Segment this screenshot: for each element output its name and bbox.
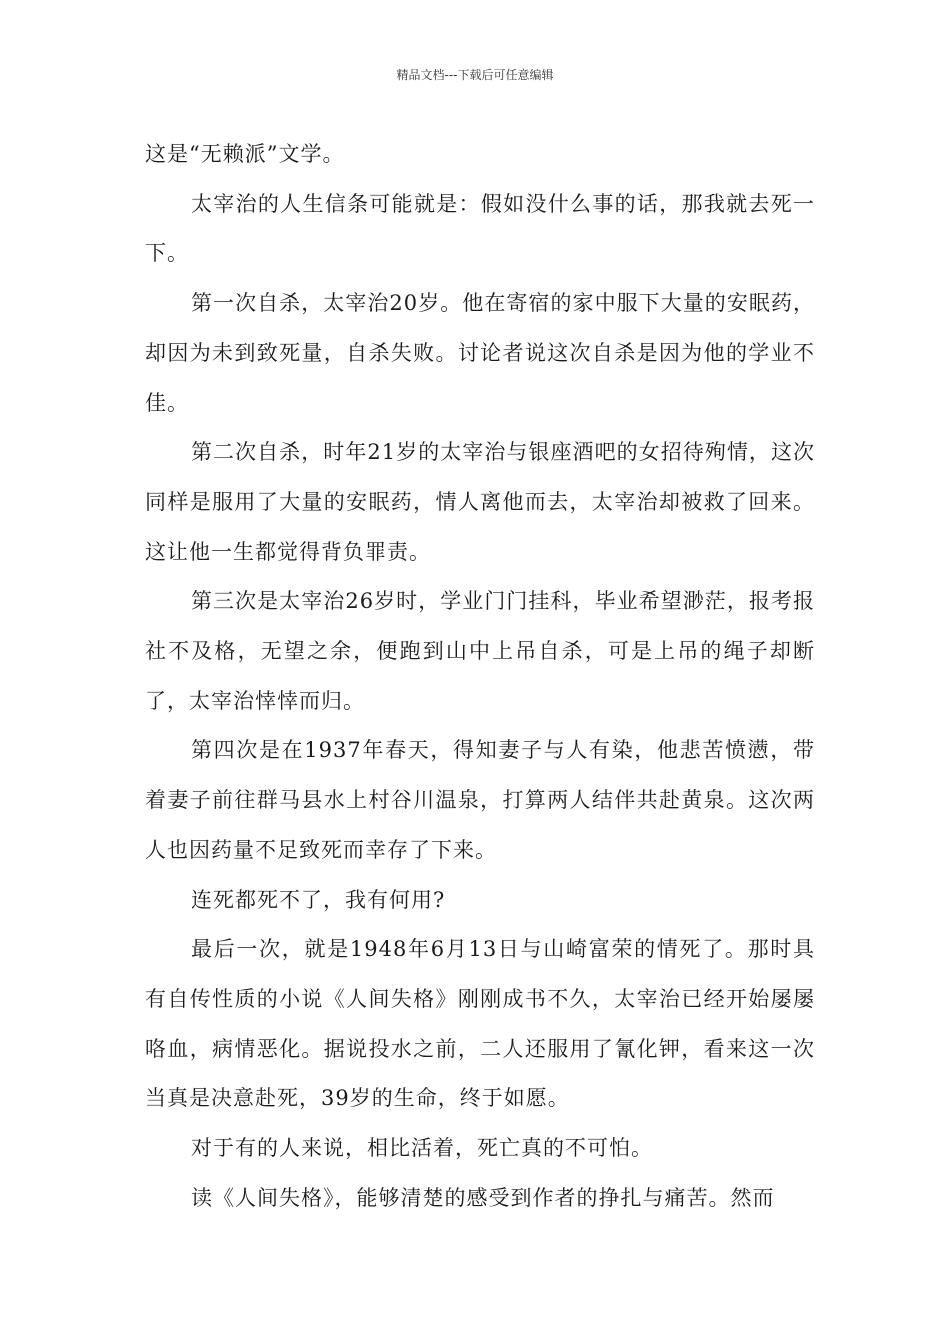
- paragraph-4: 第二次自杀，时年21岁的太宰治与银座酒吧的女招待殉情，这次同样是服用了大量的安眠药，情人离他而去，太宰治却被救了回来。这让他一生都觉得背负罪责。: [145, 440, 815, 564]
- paragraph-3: 第一次自杀，太宰治20岁。他在寄宿的家中服下大量的安眠药，却因为未到致死量，自杀失败。讨论者说这次自杀是因为他的学业不佳。: [145, 291, 815, 415]
- page-header: 精品文档---下载后可任意编辑: [396, 68, 554, 82]
- paragraph-10: 读《人间失格》，能够清楚的感受到作者的挣扎与痛苦。然而: [191, 1185, 775, 1210]
- paragraph-9: 对于有的人来说，相比活着，死亡真的不可怕。: [191, 1136, 653, 1161]
- document-body: [145, 130, 815, 1223]
- paragraph-6: 第四次是在1937年春天，得知妻子与人有染，他悲苦愤懑，带着妻子前往群马县水上村谷川温泉，打算两人结伴共赴黄泉。这次两人也因药量不足致死而幸存了下来。: [145, 738, 815, 862]
- paragraph-1: 这是“无赖派”文学。: [145, 142, 345, 166]
- paragraph-8: 最后一次，就是1948年6月13日与山崎富荣的情死了。那时具有自传性质的小说《人间失格》刚刚成书不久，太宰治已经开始屡屡咯血，病情恶化。据说投水之前，二人还服用了氰化钾，看来这一次当真是决意赴死，39岁的生命，终于如愿。: [145, 937, 815, 1111]
- paragraph-7: 连死都死不了，我有何用?: [191, 887, 446, 912]
- paragraph-2: 太宰治的人生信条可能就是：假如没什么事的话，那我就去死一下。: [145, 191, 815, 266]
- paragraph-5: 第三次是太宰治26岁时，学业门门挂科，毕业希望渺茫，报考报社不及格，无望之余，便跑到山中上吊自杀，可是上吊的绳子却断了，太宰治悻悻而归。: [145, 589, 815, 713]
